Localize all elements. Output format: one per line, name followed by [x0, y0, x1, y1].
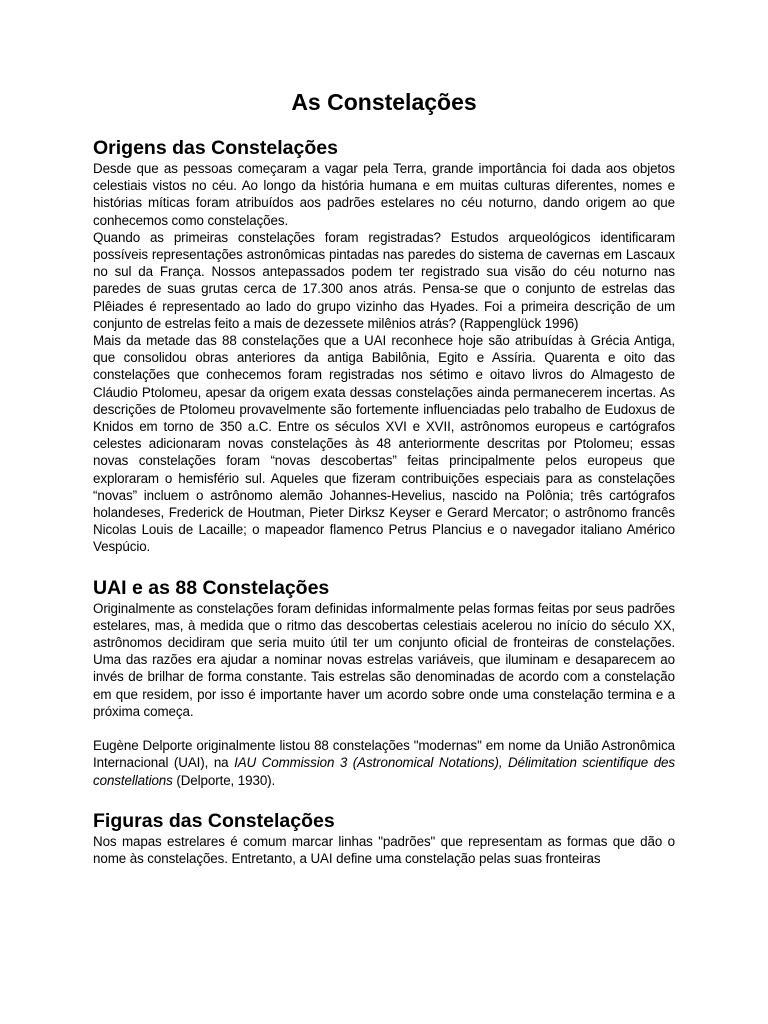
paragraph-uai-fronteiras: Originalmente as constelações foram definidas informalmente pelas formas feitas por seus padrões estelares, mas, à medida que o ritmo das descobertas celestiais acelerou no início do século XX, astrônomos decidiram que seria muito útil ter um conjunto oficial de fronteiras de constelações. Uma das razões era ajudar a nominar novas estrelas variáveis, que iluminam e desaparecem ao invés de brilhar de forma constante. Tais estrelas são denominadas de acordo com a constelação em que residem, por isso é importante haver um acordo sobre onde uma constelação termina e a próxima começa.: [93, 600, 675, 719]
delporte-reference-title: IAU Commission 3 (Astronomical Notations), Délimitation scientifique des constellations: [93, 755, 675, 788]
section-figuras: [93, 809, 675, 867]
paragraph-origens-grecia: Mais da metade das 88 constelações que a UAI reconhece hoje são atribuídas à Grécia Antiga, que consolidou obras anteriores da antiga Babilônia, Egito e Assíria. Quarenta e oito das constelações que conhecemos foram registradas nos sétimo e oitavo livros do Almagesto de Cláudio Ptolomeu, apesar da origem exata dessas constelações ainda permanecerem incertas. As descrições de Ptolomeu provavelmente são fortemente influenciadas pelo trabalho de Eudoxus de Knidos em torno de 350 a.C. Entre os séculos XVI e XVII, astrônomos europeus e cartógrafos celestes adicionaram novas constelações às 48 anteriormente descritas por Ptolomeu; essas novas constelações foram “novas descobertas” feitas principalmente pelos europeus que exploraram o hemisfério sul. Aqueles que fizeram contribuições especiais para as constelações “novas” incluem o astrônomo alemão Johannes-Hevelius, nascido na Polônia; três cartógrafos holandeses, Frederick de Houtman, Pieter Dirksz Keyser e Gerard Mercator; o astrônomo francês Nicolas Louis de Lacaille; o mapeador flamenco Petrus Plancius e o navegador italiano Américo Vespúcio.: [93, 333, 675, 555]
delporte-citation: (Delporte, 1930).: [172, 772, 276, 788]
paragraph-figuras-linhas: Nos mapas estrelares é comum marcar linhas "padrões" que representam as formas que dão o nome às constelações. Entretanto, a UAI define uma constelação pelas suas fronteiras: [93, 833, 675, 866]
paragraph-origens-lascaux: Quando as primeiras constelações foram registradas? Estudos arqueológicos identificaram possíveis representações astronômicas pintadas nas paredes do sistema de cavernas em Lascaux no sul da França. Nossos antepassados podem ter registrado sua visão do céu noturno nas paredes de suas grutas cerca de 17.300 anos atrás. Pensa-se que o conjunto de estrelas das Plêiades é representado ao lado do grupo vizinho das Hyades. Foi a primeira descrição de um conjunto de estrelas feito a mais de dezessete milênios atrás? (Rappenglück 1996): [93, 229, 675, 331]
delporte-text: Eugène Delporte originalmente listou 88 constelações "modernas" em nome da União Astronômica Internacional (UAI), na: [93, 738, 675, 771]
document-title: As Constelações: [291, 89, 477, 115]
section-heading-figuras: Figuras das Constelações: [93, 809, 335, 832]
section-uai: [93, 576, 675, 789]
document-page: [93, 88, 675, 867]
paragraph-uai-delporte: [93, 737, 675, 789]
section-heading-origens: Origens das Constelações: [93, 137, 338, 159]
section-heading-uai: UAI e as 88 Constelações: [93, 576, 330, 599]
section-origens: [93, 136, 675, 556]
paragraph-origens-intro: Desde que as pessoas começaram a vagar pela Terra, grande importância foi dada aos objetos celestiais vistos no céu. Ao longo da história humana e em muitas culturas diferentes, nomes e histórias míticas foram atribuídos aos padrões estelares no céu noturno, dando origem ao que conhecemos como constelações.: [93, 161, 675, 228]
